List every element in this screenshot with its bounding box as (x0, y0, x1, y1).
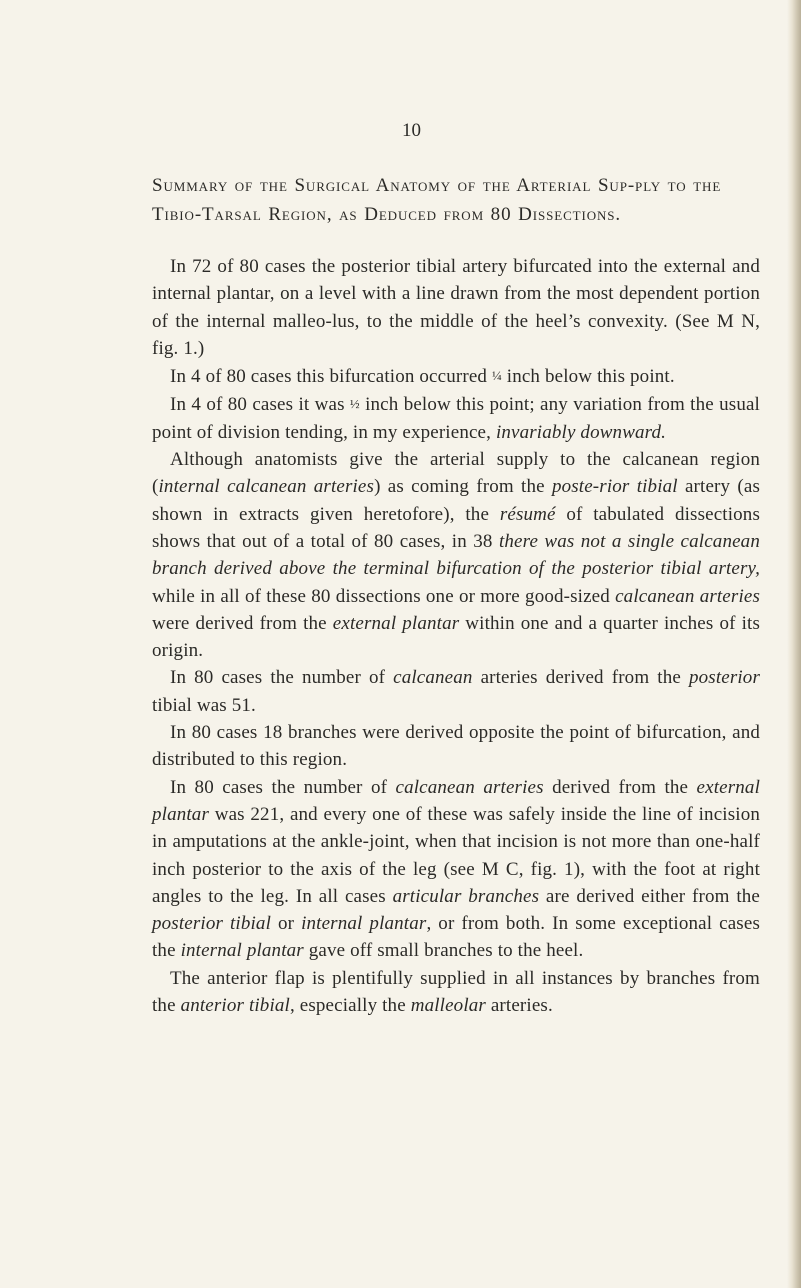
page-edge-shadow (787, 0, 801, 1288)
body-text (152, 253, 760, 1019)
italic-text: external plantar (152, 776, 760, 825)
paragraph (152, 965, 760, 1020)
text-run: gave off small branches to the heel. (303, 940, 584, 962)
italic-text: résumé (499, 503, 556, 525)
text-run: derived from the (543, 776, 697, 798)
italic-text: internal plantar (180, 940, 304, 962)
paragraph (152, 390, 760, 446)
italic-text: internal calcanean arteries (158, 476, 375, 498)
text-run: artery (as shown in extracts given heretofore), the (152, 476, 760, 525)
page-content (152, 172, 760, 1019)
italic-text: posterior (688, 667, 760, 689)
text-run: while in all of these 80 dissections one or more good-sized (152, 585, 616, 607)
page-number: 10 (402, 120, 421, 141)
text-run: In 4 of 80 cases it was (170, 394, 350, 416)
section-title: Summary of the Surgical Anatomy of the Arterial Sup-ply to the Tibio-Tarsal Region, as Deduced from 80 Dissections. (152, 175, 722, 225)
text-run: ) as coming from the (374, 476, 552, 498)
paragraph (152, 719, 760, 774)
text-run: are derived either from the (539, 885, 761, 907)
text-run: of tabulated dissections shows that out of a total of 80 cases, in 38 (152, 503, 760, 552)
paragraph (152, 446, 760, 664)
text-run: inch below this point; any variation from the usual point of division tending, in my experience, (152, 394, 760, 443)
italic-text: posterior tibial (152, 913, 272, 935)
text-run: In 80 cases the number of (170, 776, 396, 798)
italic-text: calcanean (393, 667, 473, 689)
italic-text: calcanean arteries (615, 585, 760, 607)
paragraph (152, 664, 760, 719)
paragraph (152, 362, 760, 390)
italic-text: there was not a single calcanean branch derived above the terminal bifurcation of the posterior tibial artery, (152, 530, 760, 580)
text-run: arteries derived from the (472, 667, 689, 689)
text-run: inch below this point. (501, 366, 675, 388)
text-run: Although anatomists give the arterial supply to the calcanean region ( (152, 449, 760, 498)
italic-text: poste-rior tibial (551, 476, 678, 498)
text-run: tibial was 51. (152, 694, 256, 716)
italic-text: invariably downward. (495, 421, 667, 443)
italic-text: articular branches (392, 885, 540, 907)
text-run: was 221, and every one of these was safely inside the line of incision in amputations at the ankle-joint, when that incision is not more than one-half inch posterior to the axis of the leg (see M C, fig. 1), with the foot at right angles to the leg. In all cases (152, 803, 760, 907)
text-run: , or from both. In some exceptional cases the (152, 913, 760, 962)
text-run: arteries. (485, 995, 553, 1017)
text-run: were derived from the (152, 612, 333, 634)
italic-text: malleolar (410, 995, 486, 1017)
paragraph (152, 253, 760, 362)
italic-text: calcanean arteries (395, 776, 544, 798)
fraction: ¼ (491, 368, 502, 384)
text-run: In 80 cases 18 branches were derived opposite the point of bifurcation, and distributed to this region. (152, 722, 760, 771)
fraction: ½ (349, 396, 360, 412)
italic-text: internal plantar (301, 913, 427, 935)
text-run: within one and a quarter inches of its origin. (152, 612, 760, 662)
paragraph (152, 774, 760, 965)
text-run: In 80 cases the number of (170, 667, 394, 689)
text-run: In 4 of 80 cases this bifurcation occurred (170, 366, 492, 388)
italic-text: anterior tibial (180, 995, 290, 1017)
text-run: In 72 of 80 cases the posterior tibial artery bifurcated into the external and internal plantar, on a level with a line drawn from the most dependent portion of the internal malleo-lus, to the middle of the heel’s convexity. (See M N, fig. 1.) (152, 256, 760, 359)
text-run: or (271, 913, 302, 935)
text-run: The anterior flap is plentifully supplied in all instances by branches from the (152, 967, 760, 1017)
text-run: , especially the (289, 995, 411, 1017)
italic-text: external plantar (332, 612, 460, 634)
